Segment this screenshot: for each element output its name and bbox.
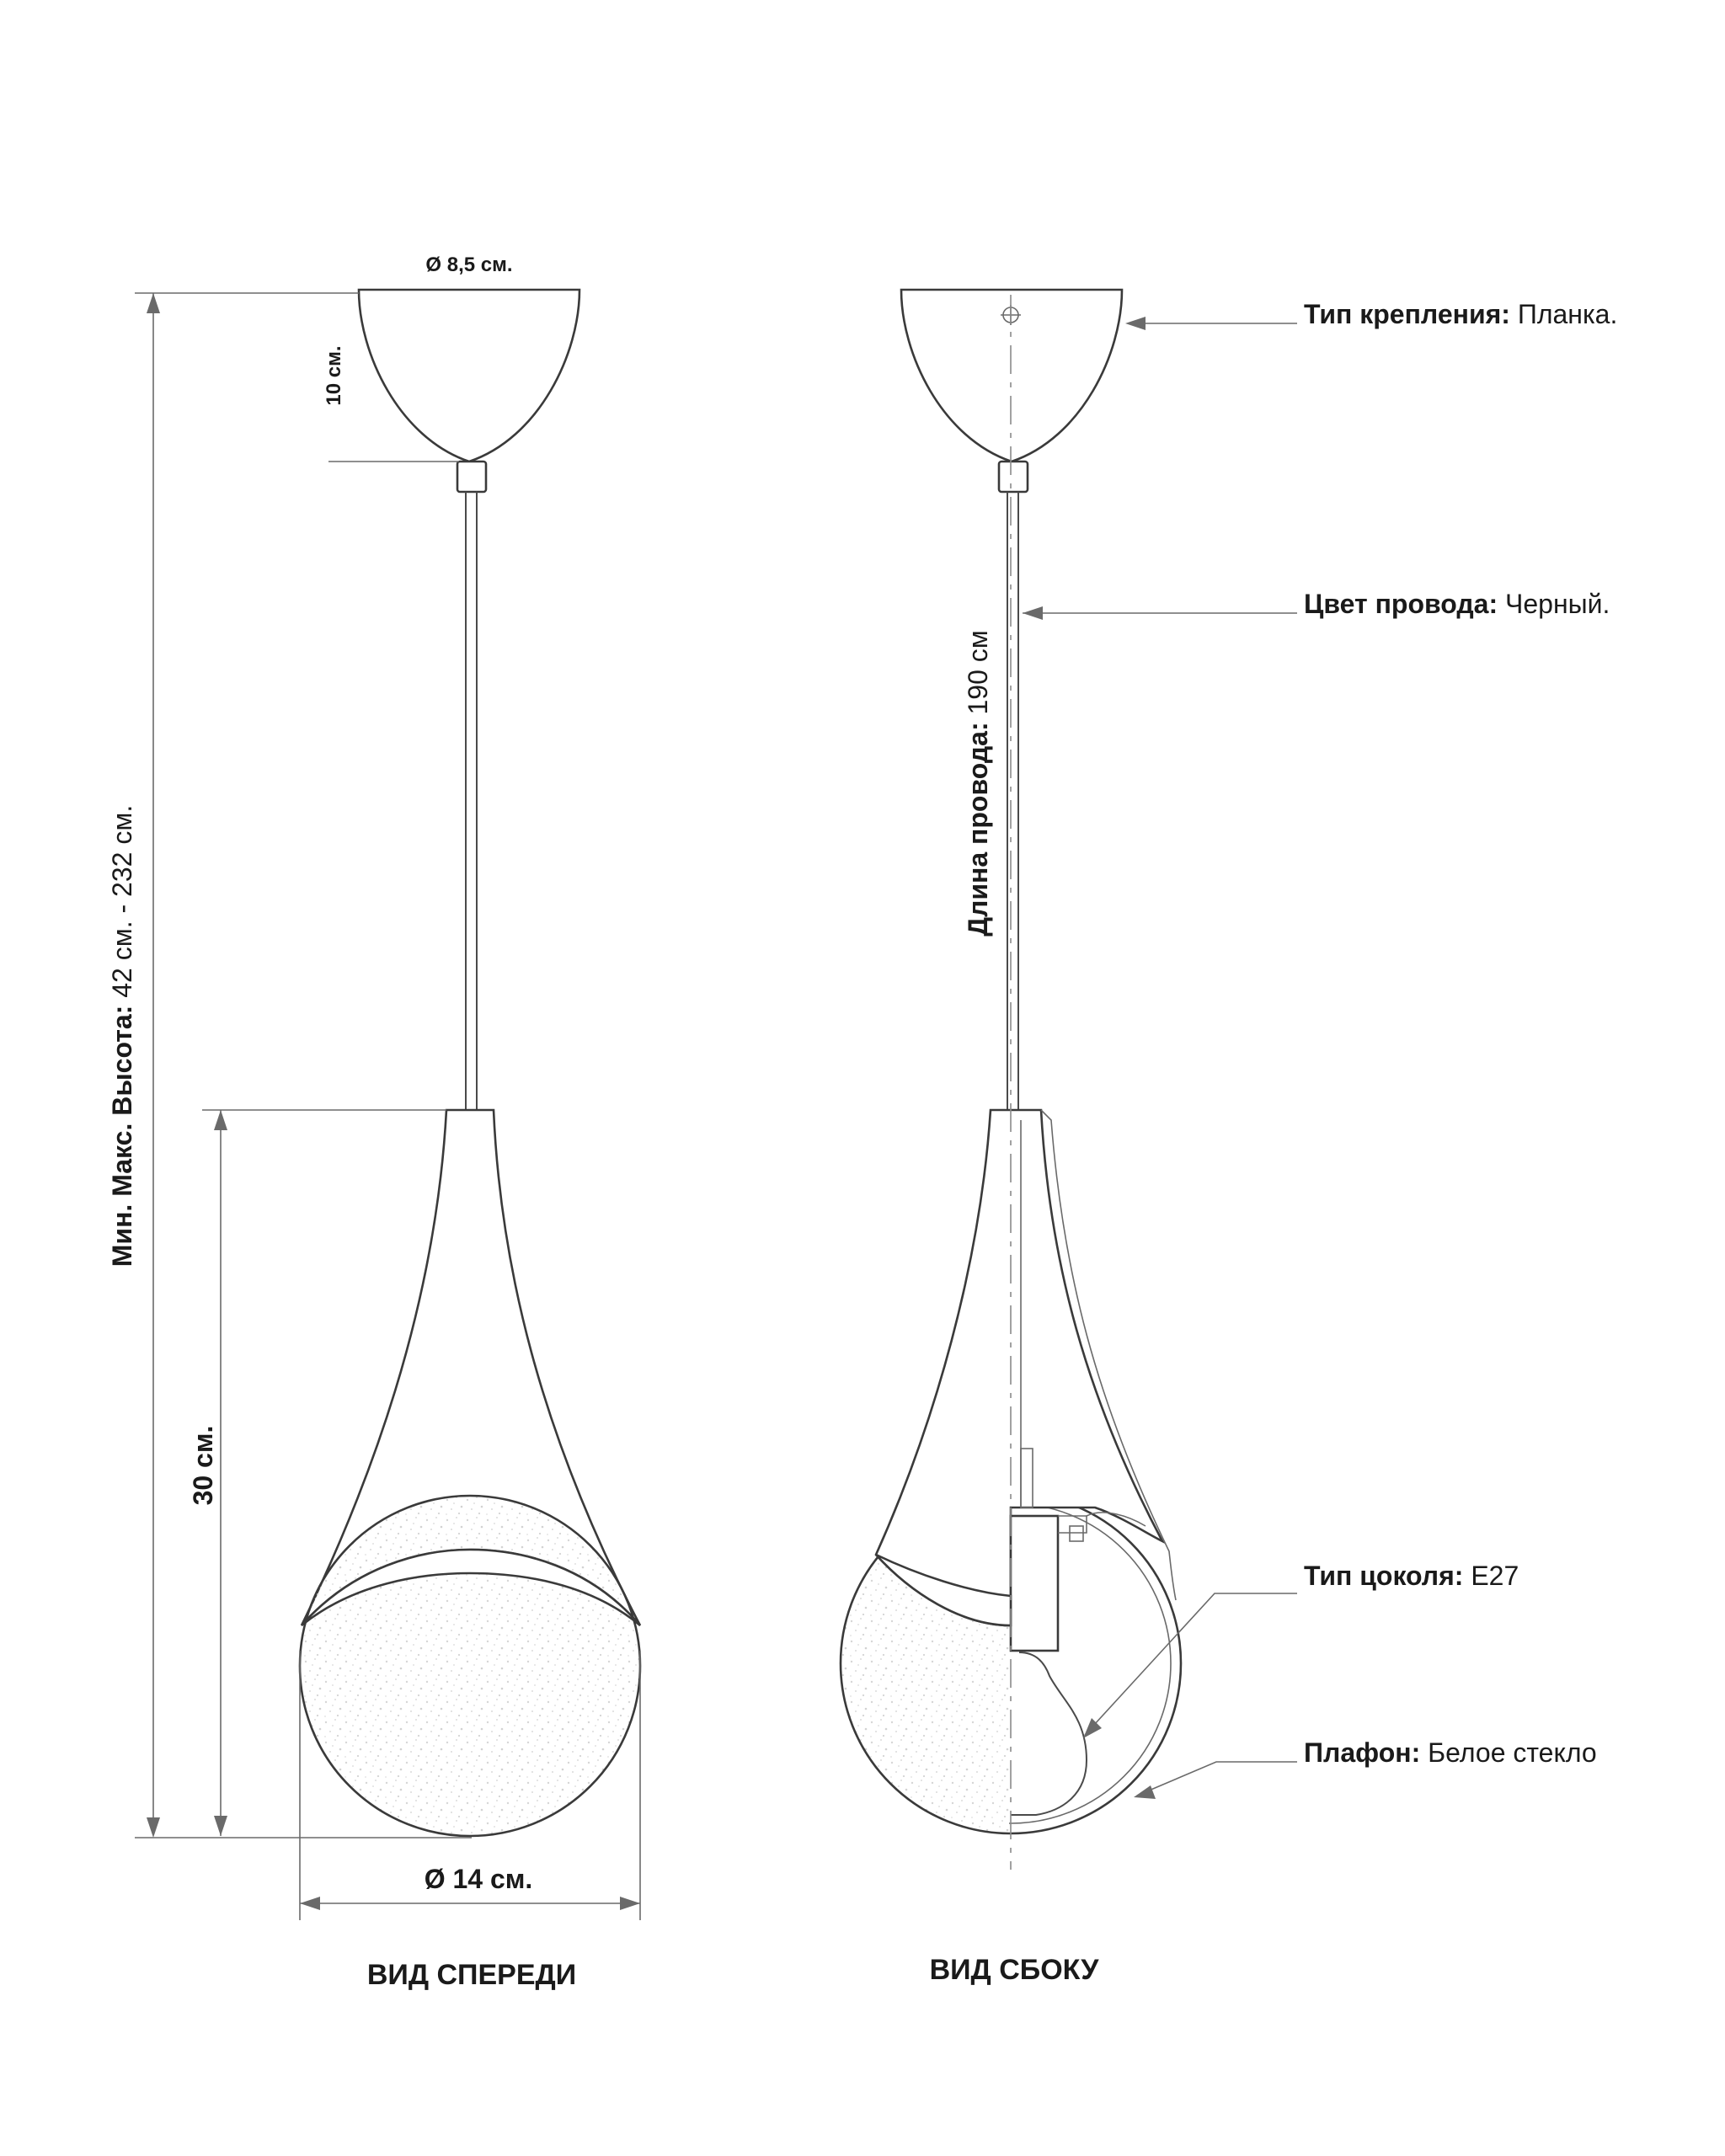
spec-wire-color	[1304, 589, 1610, 619]
shade-height-label: 30 см.	[188, 1425, 218, 1506]
spec-mounting-key: Тип крепления:	[1304, 299, 1510, 329]
overall-height-value: 42 см. - 232 см.	[107, 804, 137, 1006]
side-view-caption: ВИД СБОКУ	[929, 1954, 1099, 1986]
overall-height-label	[107, 805, 137, 1267]
wire-length-label	[963, 630, 993, 937]
spec-socket-type-key: Тип цоколя:	[1304, 1561, 1464, 1591]
wire-length-key: Длина провода:	[963, 722, 993, 937]
side-view	[841, 290, 1181, 1870]
spec-wire-color-value: Черный.	[1498, 589, 1610, 619]
shade-diameter-label: Ø 14 см.	[424, 1864, 533, 1894]
spec-shade	[1304, 1737, 1597, 1768]
canopy-height-label: 10 см.	[323, 345, 345, 406]
front-canopy	[359, 290, 579, 462]
front-view-caption: ВИД СПЕРЕДИ	[366, 1959, 577, 1991]
side-cord-grip	[999, 462, 1028, 492]
front-cord-grip	[457, 462, 486, 492]
spec-socket-type	[1304, 1561, 1519, 1591]
wire-length-value: 190 см	[963, 630, 993, 723]
canopy-diameter-label: Ø 8,5 см.	[425, 253, 513, 276]
spec-wire-color-key: Цвет провода:	[1304, 589, 1498, 619]
spec-mounting	[1304, 299, 1617, 329]
overall-height-key: Мин. Макс. Высота:	[107, 1005, 137, 1267]
spec-mounting-value: Планка.	[1509, 299, 1618, 329]
front-view	[300, 290, 640, 1836]
spec-socket-type-value: E27	[1463, 1561, 1519, 1591]
front-glass-sphere	[300, 1496, 640, 1836]
socket-holder	[1011, 1516, 1058, 1651]
spec-shade-value: Белое стекло	[1420, 1737, 1597, 1768]
spec-shade-key: Плафон:	[1304, 1737, 1421, 1768]
